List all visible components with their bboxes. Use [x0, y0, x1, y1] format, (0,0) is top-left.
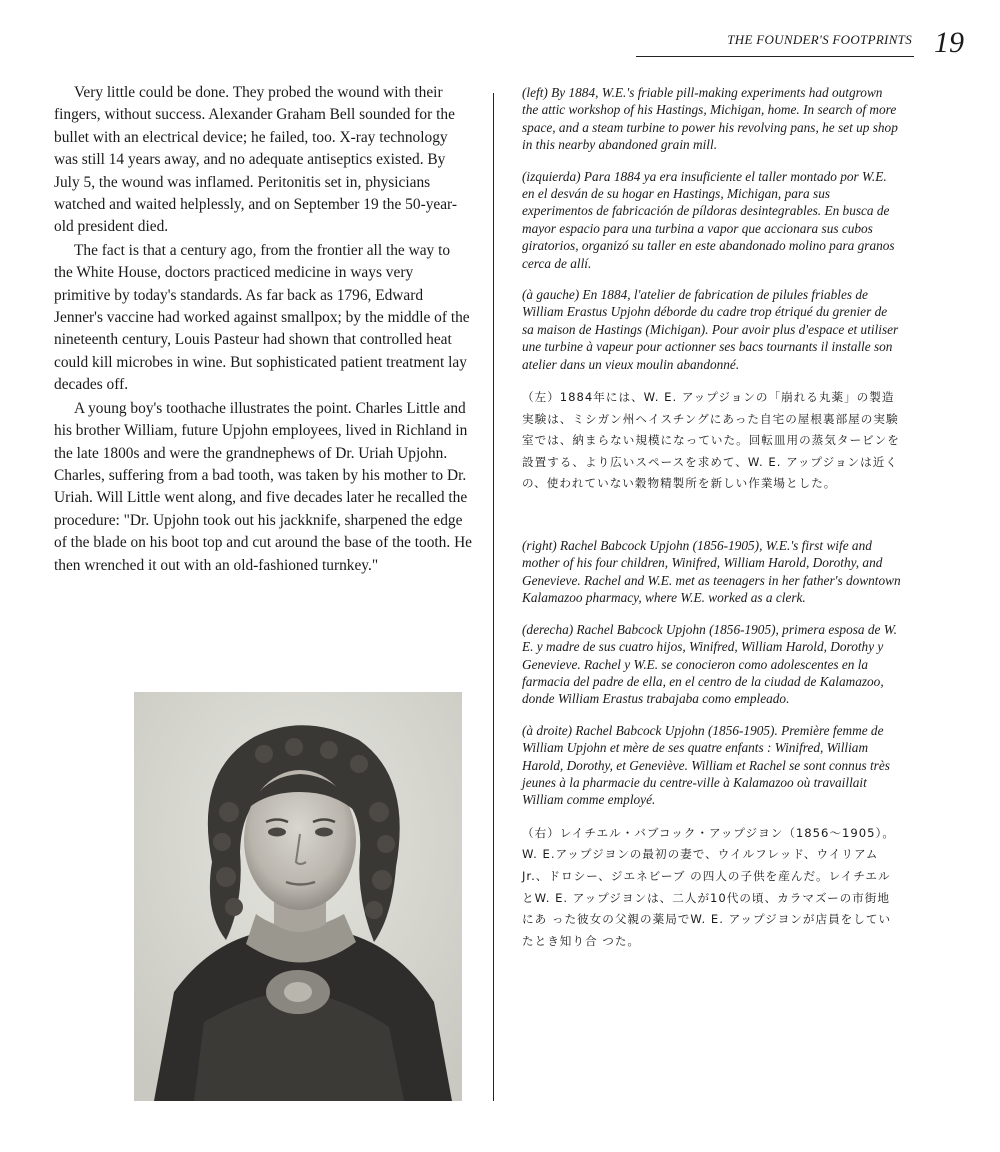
caption-right-spanish: (derecha) Rachel Babcock Upjohn (1856-1905), primera esposa de W. E. y madre de sus cuatro hijos, Winifred, William Harold, Dorothy y Genevieve. Rachel y W.E. se conocieron como adolescentes en la farmacia del padre de ella, en el centro de la ciudad de Kalamazoo, donde William Erastus trabajaba como empleado.	[522, 621, 897, 707]
portrait-photo	[134, 692, 462, 1101]
portrait-image	[134, 692, 462, 1101]
body-paragraph: The fact is that a century ago, from the frontier all the way to the White House, doctors practiced medicine in ways very primitive by today's standards. As far back as 1796, Edward Jenner's vaccine had worked against smallpox; by the middle of the nineteenth century, Louis Pasteur had shown that controlled heat could kill microbes in wine. But sophisticated patient treatment lay decades off.	[54, 241, 470, 394]
body-paragraph: Very little could be done. They probed the wound with their fingers, without success. Alexander Graham Bell sounded for the bullet with an electrical device; he failed, too. X-ray technology was still 14 years away, and no adequate antiseptics existed. By July 5, the wound was inflamed. Peritonitis set in, physicians watched and waited helplessly, and on September 19 the 50-year-old president died.	[54, 84, 457, 236]
caption-left-spanish: (izquierda) Para 1884 ya era insuficiente el taller montado por W.E. en el desván de su hogar en Hastings, Michigan, para sus experimentos de fabricación de píldoras desintegrables. En busca de mayor espacio para una turbina a vapor que accionara sus cubos giratorios, organizó su taller en este abandonado molino para granos cerca de allí.	[522, 168, 895, 271]
header-rule	[636, 56, 914, 57]
caption-right-french: (à droite) Rachel Babcock Upjohn (1856-1905). Première femme de William Upjohn et mère de ses quatre enfants : Winifred, William Harold, Dorothy, et Geneviève. William et Rachel se sont connus très jeunes à la pharmacie du centre-ville à Kalamazoo où travaillait William comme employé.	[522, 722, 890, 808]
body-paragraph: A young boy's toothache illustrates the point. Charles Little and his brother William, future Upjohn employees, lived in Richland in the late 1800s and were the grandnephews of Dr. Uriah Upjohn. Charles, suffering from a bad tooth, was taken by his mother to Dr. Uriah. Will Little went along, and five decades later he recalled the procedure: "Dr. Upjohn took out his jackknife, sharpened the edge of the blade on his boot top and cut around the base of the tooth. He then wrenched it out with an old-fashioned turnkey."	[54, 399, 473, 574]
caption-right-japanese: （右）レイチエル・バブコック・アップジヨン（1856〜1905）。W. E.アップジヨンの最初の妻で、ウイルフレッド、ウイリアムJr.、ドロシー、ジエネビーブ の四人の子供を産んだ。レイチエルとW. E. アップジヨンは、二人が10代の頃、カラマズーの市街地にあ った彼女の父親の薬局でW. E. アップジヨンが店員をしていたとき知り合 つた。	[522, 825, 895, 948]
caption-spacer	[522, 517, 902, 537]
column-divider	[493, 93, 494, 1101]
running-head: THE FOUNDER'S FOOTPRINTS	[727, 32, 912, 47]
main-column	[54, 82, 472, 578]
caption-right-english: (right) Rachel Babcock Upjohn (1856-1905), W.E.'s first wife and mother of his four children, Winifred, William Harold, Dorothy, and Genevieve. Rachel and W.E. met as teenagers in her father's downtown Kalamazoo pharmacy, where W.E. worked as a clerk.	[522, 538, 901, 606]
caption-left-english: (left) By 1884, W.E.'s friable pill-making experiments had outgrown the attic workshop of his Hastings, Michigan, home. In search of more space, and a steam turbine to power his revolving pans, he set up shop in this nearby abandoned grain mill.	[522, 85, 898, 153]
caption-left-french: (à gauche) En 1884, l'atelier de fabrication de pilules friables de William Erastus Upjohn déborde du cadre trop étriqué du grenier de sa maison de Hastings (Michigan). Pour avoir plus d'espace et utiliser une turbine à vapeur pour actionner ses bacs tournants il installe son atelier dans un vieux moulin abandonné.	[522, 287, 899, 372]
caption-left-japanese: （左）1884年には、W. E. アップジョンの「崩れる丸薬」の製造実験は、ミシガン州ヘイスチングにあった自宅の屋根裏部屋の実験室では、納まらない規模になっていた。回転皿用の蒸気タービンを設置する、より広いスペースを求めて、W. E. アップジョンは近くの、使われていない穀物精製所を新しい作業場とした。	[522, 390, 900, 491]
page-number: 19	[934, 26, 964, 59]
caption-column	[522, 84, 902, 974]
